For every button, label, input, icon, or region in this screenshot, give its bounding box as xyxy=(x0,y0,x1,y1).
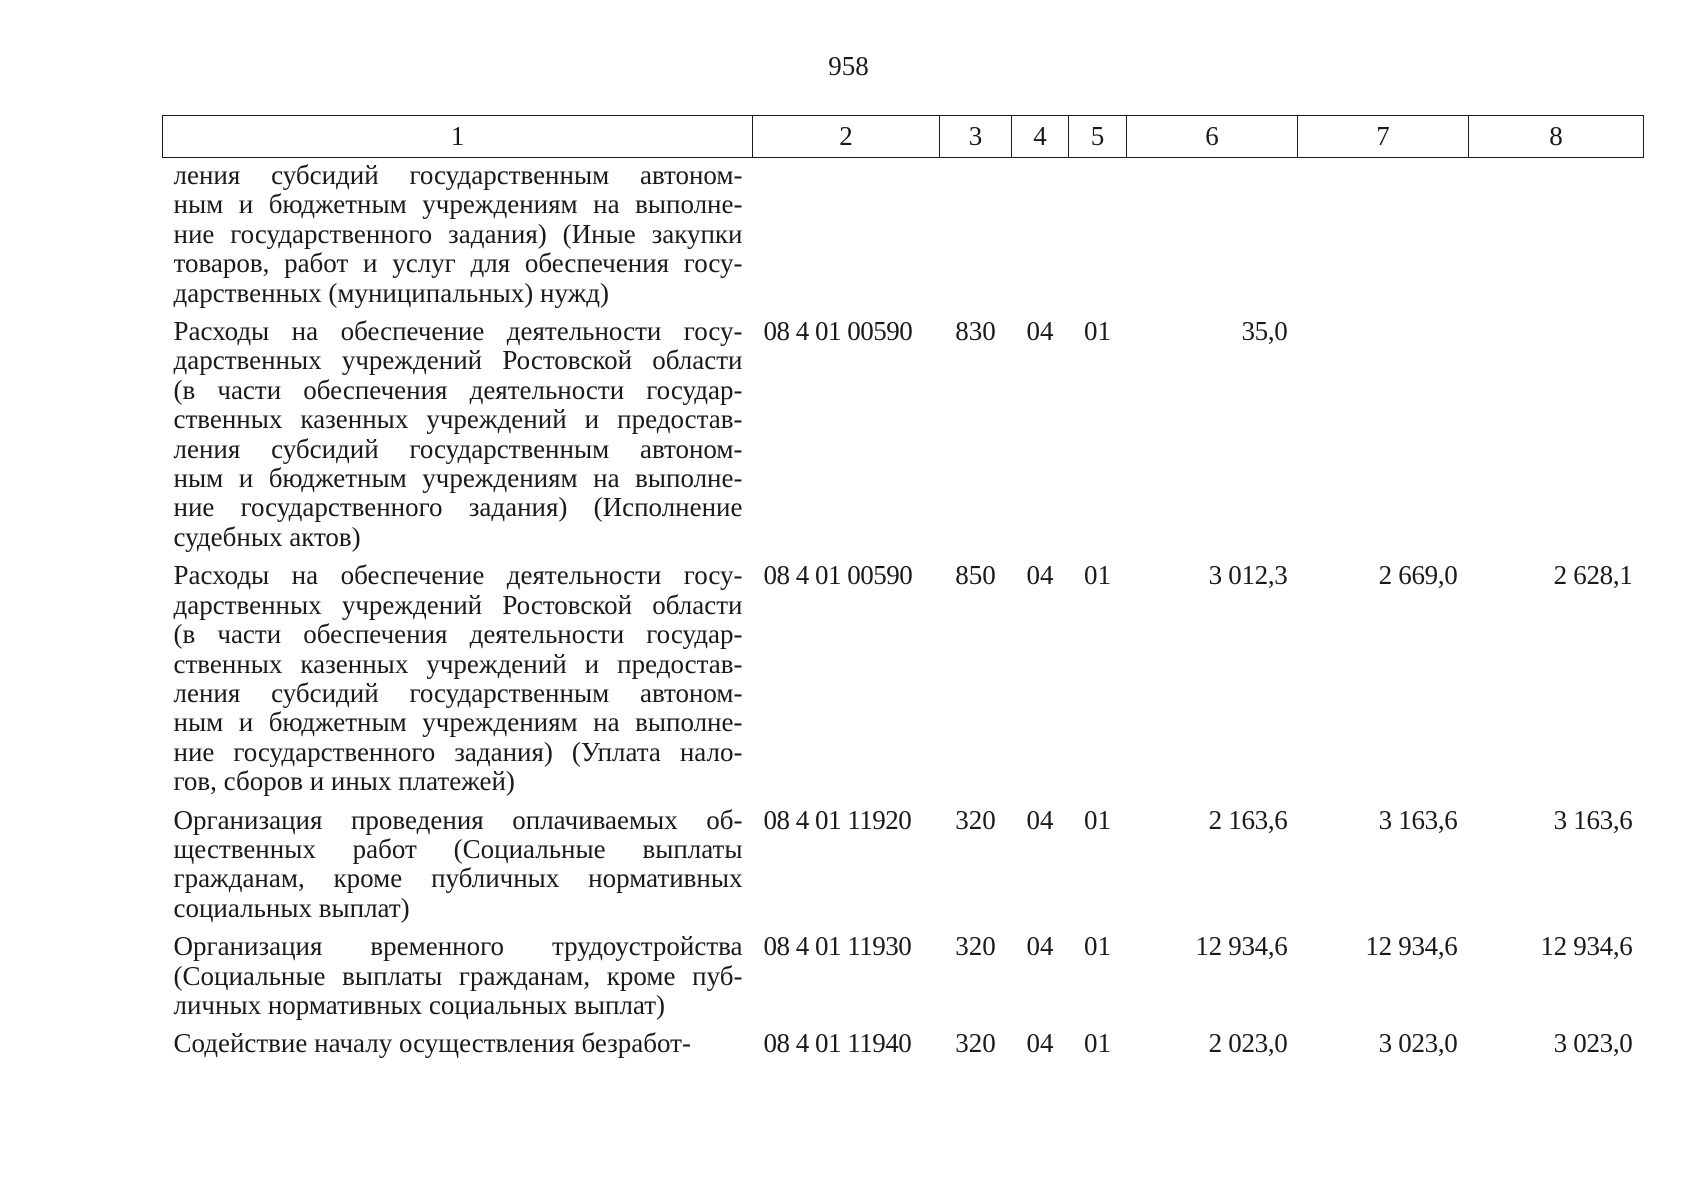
subsection-code: 01 xyxy=(1084,804,1111,835)
budget-table-container xyxy=(162,115,1643,1059)
expense-type-code: 320 xyxy=(955,931,996,962)
description-line: гов, сборов и иных платежей) xyxy=(173,766,515,797)
amount-col-6: 35,0 xyxy=(1241,316,1288,347)
section-code: 04 xyxy=(1026,804,1054,835)
amount-col-7 xyxy=(1298,158,1469,309)
expense-type-code: 320 xyxy=(955,804,996,835)
amount-col-8: 3 163,6 xyxy=(1553,804,1633,835)
description-line: гражданам, кроме публичных нормативных xyxy=(173,863,743,894)
table-row xyxy=(163,797,1644,924)
description-line: социальных выплат) xyxy=(173,892,410,923)
expense-type-code: 850 xyxy=(955,560,996,591)
amount-col-6: 3 012,3 xyxy=(1208,560,1288,591)
description-line: ления субсидий государственным автоном- xyxy=(173,677,743,708)
row-description xyxy=(163,797,753,924)
row-description xyxy=(163,158,753,309)
header-col-1: 1 xyxy=(163,116,753,158)
amount-col-8: 12 934,6 xyxy=(1540,931,1633,962)
target-article-code: 08 4 01 00590 xyxy=(763,560,913,591)
description-line: (Социальные выплаты гражданам, кроме пуб- xyxy=(173,960,743,991)
amount-col-6: 2 023,0 xyxy=(1208,1028,1288,1059)
table-row xyxy=(163,552,1644,796)
amount-col-6: 2 163,6 xyxy=(1208,804,1288,835)
amount-col-7: 3 163,6 xyxy=(1378,804,1458,835)
description-line: дарственных учреждений Ростовской области xyxy=(173,345,743,376)
description-line: Организация проведения оплачиваемых об- xyxy=(173,804,743,835)
header-col-8: 8 xyxy=(1469,116,1644,158)
subsection-code: 01 xyxy=(1084,560,1111,591)
target-article-code: 08 4 01 11940 xyxy=(763,1028,912,1059)
description-line: Организация временного трудоустройства xyxy=(173,931,743,962)
table-row xyxy=(163,1020,1644,1058)
amount-col-7 xyxy=(1298,308,1469,552)
description-line: ние государственного задания) (Иные закупки xyxy=(173,218,743,249)
header-col-3: 3 xyxy=(940,116,1012,158)
row-description xyxy=(163,552,753,796)
target-article-code: 08 4 01 11930 xyxy=(763,931,912,962)
table-row xyxy=(163,308,1644,552)
row-description xyxy=(163,1020,753,1058)
amount-col-6: 12 934,6 xyxy=(1195,931,1288,962)
budget-table xyxy=(162,115,1644,1059)
amount-col-7: 2 669,0 xyxy=(1378,560,1458,591)
header-col-2: 2 xyxy=(753,116,940,158)
description-line: дарственных (муниципальных) нужд) xyxy=(173,277,610,308)
description-line: ления субсидий государственным автоном- xyxy=(173,433,743,464)
table-body xyxy=(163,158,1644,1059)
section-code: 04 xyxy=(1026,1028,1054,1059)
description-line: ным и бюджетным учреждениям на выполне- xyxy=(173,189,743,220)
description-line: ным и бюджетным учреждениям на выполне- xyxy=(173,707,743,738)
subsection-code: 01 xyxy=(1084,1028,1111,1059)
description-line: дарственных учреждений Ростовской области xyxy=(173,589,743,620)
table-row xyxy=(163,923,1644,1020)
description-line: щественных работ (Социальные выплаты xyxy=(173,833,743,864)
section-code: 04 xyxy=(1026,560,1054,591)
header-col-4: 4 xyxy=(1012,116,1069,158)
amount-col-8 xyxy=(1469,308,1644,552)
header-col-5: 5 xyxy=(1069,116,1127,158)
subsection-code: 01 xyxy=(1084,316,1111,347)
target-article-code: 08 4 01 11920 xyxy=(763,804,912,835)
description-line: ние государственного задания) (Уплата нало- xyxy=(173,736,743,767)
header-col-6: 6 xyxy=(1127,116,1298,158)
description-line: личных нормативных социальных выплат) xyxy=(173,989,666,1020)
description-line: (в части обеспечения деятельности государ- xyxy=(173,619,743,650)
description-line: ственных казенных учреждений и предостав- xyxy=(173,404,743,435)
description-line: ственных казенных учреждений и предостав- xyxy=(173,648,743,679)
subsection-code: 01 xyxy=(1084,931,1111,962)
expense-type-code xyxy=(940,158,1012,309)
description-line: (в части обеспечения деятельности государ- xyxy=(173,374,743,405)
row-description xyxy=(163,923,753,1020)
description-line: Расходы на обеспечение деятельности госу- xyxy=(173,316,743,347)
description-line: ления субсидий государственным автоном- xyxy=(173,160,743,190)
amount-col-8: 3 023,0 xyxy=(1553,1028,1633,1059)
subsection-code xyxy=(1069,158,1127,309)
section-code xyxy=(1012,158,1069,309)
expense-type-code: 830 xyxy=(955,316,996,347)
page-number: 958 xyxy=(828,51,869,81)
description-line: ным и бюджетным учреждениям на выполне- xyxy=(173,463,743,494)
description-line: ние государственного задания) (Исполнение xyxy=(173,492,743,523)
target-article-code xyxy=(753,158,940,309)
amount-col-8 xyxy=(1469,158,1644,309)
amount-col-8: 2 628,1 xyxy=(1553,560,1633,591)
table-header xyxy=(163,116,1644,158)
section-code: 04 xyxy=(1026,931,1054,962)
description-line: Расходы на обеспечение деятельности госу- xyxy=(173,560,743,591)
description-line: товаров, работ и услуг для обеспечения госу- xyxy=(173,248,743,279)
header-row xyxy=(163,116,1644,158)
section-code: 04 xyxy=(1026,316,1054,347)
description-line: Содействие началу осуществления безработ- xyxy=(173,1028,691,1059)
row-description xyxy=(163,308,753,552)
amount-col-6 xyxy=(1127,158,1298,309)
table-row xyxy=(163,158,1644,309)
header-col-7: 7 xyxy=(1298,116,1469,158)
description-line: судебных актов) xyxy=(173,521,361,552)
amount-col-7: 3 023,0 xyxy=(1378,1028,1458,1059)
target-article-code: 08 4 01 00590 xyxy=(763,316,913,347)
expense-type-code: 320 xyxy=(955,1028,996,1059)
amount-col-7: 12 934,6 xyxy=(1365,931,1458,962)
